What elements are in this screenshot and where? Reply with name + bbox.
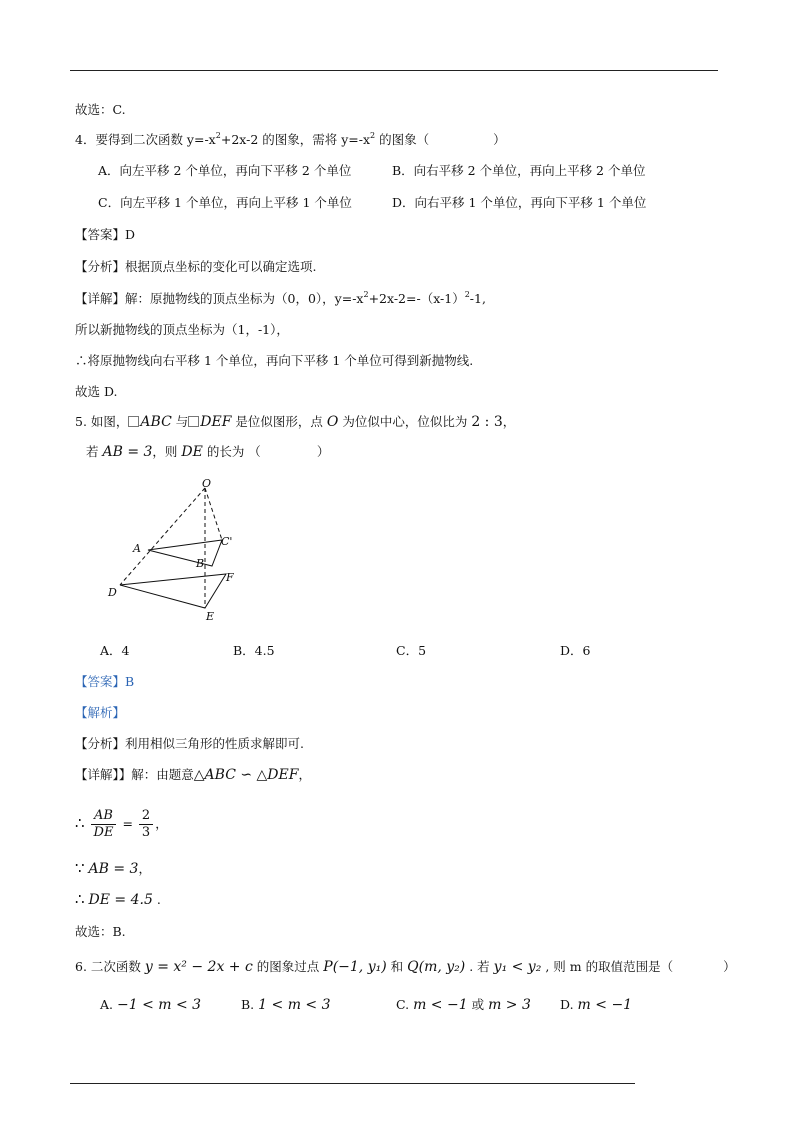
q5-line2-end: 的长为 （ (202, 444, 261, 459)
q5-result-value: DE = 4.5 (88, 892, 153, 908)
frac-den-3: 3 (141, 825, 151, 840)
q5-line2-mid: ，则 (152, 444, 182, 459)
q4-answer: 【答案】D (75, 227, 136, 242)
q6-and: 和 (386, 959, 408, 974)
q5-conclusion: 故选：B. (75, 924, 126, 939)
q4-option-a: A．向左平移 2 个单位，再向下平移 2 个单位 (98, 163, 352, 178)
label-c: C' (221, 535, 233, 548)
frac-num-2: 2 (139, 808, 153, 825)
q4-detail-part2: +2x-2=-（x-1） (368, 291, 465, 306)
q5-result-end: . (152, 892, 161, 907)
header-rule (70, 70, 718, 71)
frac-equals: = (122, 816, 133, 831)
q5-stem-end: ， (502, 414, 516, 429)
q6-option-c (396, 996, 531, 1014)
label-f: F (226, 571, 234, 584)
q6-stem-mid3: , 则 m 的取值范围是（ (541, 959, 674, 974)
q4-stem-part1: 4．要得到二次函数 y=-x (75, 132, 216, 147)
q6-option-b-value: 1 < m < 3 (258, 997, 331, 1013)
q5-detail-end: ， (298, 767, 311, 782)
q5-given-value: AB = 3 (88, 861, 139, 877)
q5-option-d: D．6 (560, 643, 591, 658)
q3-conclusion: 故选：C. (75, 102, 126, 117)
q5-jiexi: 【解析】 (75, 705, 126, 720)
q5-analysis: 【分析】利用相似三角形的性质求解即可. (75, 736, 304, 751)
q5-stem-mid3: 为位似中心，位似比为 (338, 414, 472, 429)
q4-option-c: C．向左平移 1 个单位，再向上平移 1 个单位 (98, 195, 352, 210)
q5-stem-prefix: 5. 如图， (75, 414, 129, 429)
q5-given (75, 859, 151, 878)
q6-option-a-value: −1 < m < 3 (117, 997, 202, 1013)
q5-tri1: ABC (140, 414, 172, 430)
q6-point-q: Q(m, y₂) (407, 959, 466, 975)
triangle-symbol (128, 416, 139, 427)
label-d: D (108, 586, 117, 599)
fraction-2-3 (139, 808, 153, 841)
therefore-symbol: ∴ (75, 814, 85, 832)
q5-stem-mid1: 与 (171, 414, 189, 429)
q5-detail (75, 766, 311, 784)
q6-option-d-label: D. (560, 997, 574, 1012)
q6-option-b (241, 996, 331, 1014)
q4-detail: 【详解】解：原抛物线的顶点坐标为（0，0），$y=-x^2+2x-2=-(x-1)^2-1$, (75, 289, 486, 306)
q4-stem-part2: +2x-2 的图象，需将 y=-x (220, 132, 371, 147)
q4-option-d: D．向右平移 1 个单位，再向下平移 1 个单位 (392, 195, 647, 210)
q5-stem-line2 (86, 443, 329, 461)
label-o: O (202, 478, 212, 490)
q5-point-o: O (326, 414, 339, 430)
q6-stem-close: ） (723, 959, 736, 974)
q5-stem-mid2: 是位似图形，点 (231, 414, 327, 429)
frac-num-ab: AB (91, 808, 117, 825)
q6-function: y = x² − 2x + c (144, 959, 253, 975)
q5-option-a: A．4 (100, 643, 130, 658)
q6-stem-mid2: . 若 (465, 959, 494, 974)
q4-detail-part1: 【详解】解：原抛物线的顶点坐标为（0，0），y=-x (75, 291, 364, 306)
q4-analysis: 【分析】根据顶点坐标的变化可以确定选项. (75, 259, 317, 274)
q5-answer: 【答案】B (75, 674, 135, 689)
q6-option-c-value1: m < −1 (413, 997, 468, 1013)
footer-rule (70, 1083, 635, 1084)
q5-given-end: ， (138, 861, 151, 876)
q5-option-b: B．4.5 (233, 643, 275, 658)
homothety-figure (100, 478, 250, 628)
q6-stem (75, 958, 736, 976)
q6-stem-mid1: 的图象过点 (252, 959, 324, 974)
q4-detail-part3: -1, (469, 291, 486, 306)
q5-ratio-equation (75, 806, 168, 841)
q5-tri2: DEF (200, 414, 232, 430)
q5-option-c: C．5 (396, 643, 427, 658)
q6-option-d (560, 996, 632, 1014)
q6-option-c-label: C. (396, 997, 410, 1012)
triangle-symbol (188, 416, 199, 427)
q5-de: DE (181, 444, 203, 460)
therefore-symbol: ∴ (75, 890, 85, 908)
q6-point-p: P(−1, y₁) (323, 959, 387, 975)
q4-conclusion: 故选 D. (75, 384, 118, 399)
q6-stem-prefix: 6. 二次函数 (75, 959, 145, 974)
frac-den-de: DE (93, 825, 114, 840)
q5-line2-prefix: 若 (86, 444, 103, 459)
q4-detail-line2: 所以新抛物线的顶点坐标为（1，-1）， (75, 322, 289, 337)
triangle-abc (148, 540, 222, 566)
triangle-def (120, 574, 226, 608)
q4-stem-close: ） (493, 132, 506, 147)
q5-detail-prefix: 【详解】】解：由题意 (75, 767, 194, 782)
q5-result (75, 890, 161, 909)
label-a: A (133, 542, 141, 555)
q6-option-a (100, 996, 201, 1014)
q6-option-a-label: A. (100, 997, 114, 1012)
frac-end: ， (155, 816, 168, 831)
q6-option-d-value: m < −1 (577, 997, 633, 1013)
q6-condition: y₁ < y₂ (493, 959, 542, 975)
fraction-ab-de (91, 808, 117, 841)
q5-line2-close: ） (316, 444, 330, 459)
q4-stem-part3: 的图象（ (375, 132, 430, 147)
q5-similarity: △ABC ∽ △DEF (193, 767, 299, 783)
because-symbol: ∵ (75, 859, 85, 877)
label-e: E (206, 610, 215, 623)
ray-od (120, 488, 205, 585)
q5-ratio: 2 : 3 (471, 414, 503, 430)
q5-ab-eq: AB = 3 (102, 444, 153, 460)
q6-option-c-value2: m > 3 (488, 997, 531, 1013)
ray-oc (205, 488, 222, 540)
q6-option-c-or: 或 (467, 997, 489, 1012)
q4-detail-line3: ∴将原抛物线向右平移 1 个单位，再向下平移 1 个单位可得到新抛物线. (75, 353, 474, 368)
q4-stem: 4．要得到二次函数 $y=-x^2+2x-2$ 的图象，需将 $y=-x^2$ 的图象（ ） (75, 130, 506, 147)
label-b: B (196, 557, 205, 570)
q6-option-b-label: B. (241, 997, 255, 1012)
q4-option-b: B．向右平移 2 个单位，再向上平移 2 个单位 (392, 163, 646, 178)
q5-stem (75, 413, 515, 431)
